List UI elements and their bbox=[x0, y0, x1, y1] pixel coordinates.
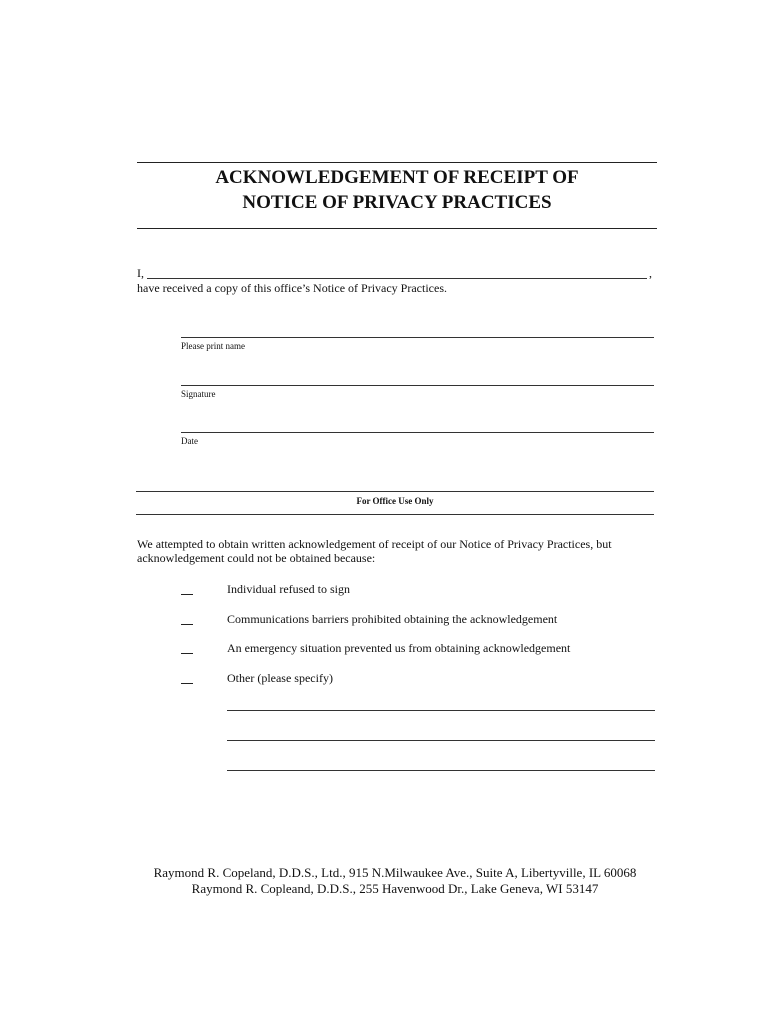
office-address-libertyville: Raymond R. Copeland, D.D.S., Ltd., 915 N.Milwaukee Ave., Suite A, Libertyville, IL 60068 bbox=[153, 865, 637, 880]
reason-communication-checkbox[interactable] bbox=[181, 624, 193, 625]
document-title-line-2: NOTICE OF PRIVACY PRACTICES bbox=[242, 192, 552, 213]
signature-field[interactable] bbox=[181, 385, 654, 386]
print-name-field[interactable] bbox=[181, 337, 654, 338]
office-use-heading: For Office Use Only bbox=[356, 496, 434, 506]
reason-emergency-label: An emergency situation prevented us from obtaining acknowledgement bbox=[227, 641, 571, 655]
attempt-statement-line-2: acknowledgement could not be obtained because: bbox=[137, 551, 376, 565]
attempt-statement-line-1: We attempted to obtain written acknowledgement of receipt of our Notice of Privacy Practices, but bbox=[137, 537, 612, 551]
intro-statement: have received a copy of this office’s Notice of Privacy Practices. bbox=[137, 281, 447, 295]
intro-prefix: I, bbox=[137, 266, 144, 280]
other-reason-line-3[interactable] bbox=[227, 770, 655, 771]
office-use-bottom-rule bbox=[136, 514, 654, 515]
reason-emergency-checkbox[interactable] bbox=[181, 653, 193, 654]
reason-other-checkbox[interactable] bbox=[181, 683, 193, 684]
reason-refused-checkbox[interactable] bbox=[181, 594, 193, 595]
signature-label: Signature bbox=[181, 389, 216, 399]
office-use-top-rule bbox=[136, 491, 654, 492]
print-name-label: Please print name bbox=[181, 341, 245, 351]
title-top-rule bbox=[137, 162, 657, 163]
reason-communication-label: Communications barriers prohibited obtaining the acknowledgement bbox=[227, 612, 558, 626]
other-reason-line-2[interactable] bbox=[227, 740, 655, 741]
reason-refused-label: Individual refused to sign bbox=[227, 582, 350, 596]
office-address-lake-geneva: Raymond R. Copleand, D.D.S., 255 Havenwood Dr., Lake Geneva, WI 53147 bbox=[191, 881, 599, 896]
date-field[interactable] bbox=[181, 432, 654, 433]
reason-other-label: Other (please specify) bbox=[227, 671, 333, 685]
document-title-line-1: ACKNOWLEDGEMENT OF RECEIPT OF bbox=[215, 167, 579, 188]
title-bottom-rule bbox=[137, 228, 657, 229]
date-label: Date bbox=[181, 436, 198, 446]
other-reason-line-1[interactable] bbox=[227, 710, 655, 711]
patient-name-field[interactable] bbox=[147, 278, 647, 279]
intro-suffix: , bbox=[649, 266, 652, 280]
